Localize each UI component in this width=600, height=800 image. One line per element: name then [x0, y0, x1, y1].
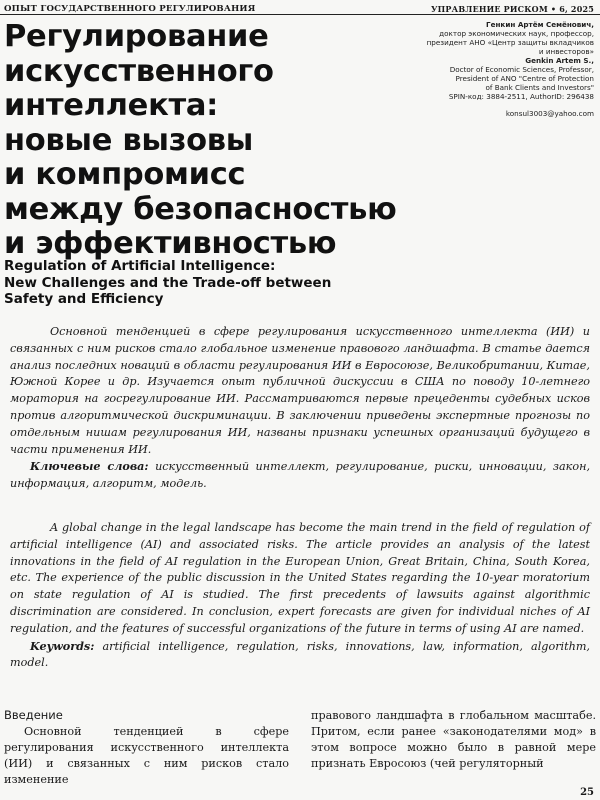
keywords-en [10, 638, 590, 673]
title-line: New Challenges and the Trade-off between [4, 274, 332, 291]
author-line: доктор экономических наук, профессор, [439, 29, 594, 38]
title-line: интеллекта: [4, 88, 219, 123]
title-line: и эффективностью [4, 226, 337, 261]
keywords-list: artificial intelligence, regulation, risks, innovations, law, information, algorithm, model. [10, 639, 590, 670]
page-number: 25 [580, 787, 594, 798]
abstract-ru [10, 324, 590, 493]
article-title-en [4, 258, 444, 308]
author-line: президент АНО «Центр защиты вкладчиков [426, 38, 594, 47]
keywords-label: Ключевые слова: [30, 459, 149, 474]
title-line: Регулирование [4, 19, 269, 54]
abstract-text: A global change in the legal landscape has become the main trend in the field of regulation of artificial intelligence (AI) and associated risks. The article provides an analysis of the latest innovations in the field of AI regulation in the European Union, Great Britain, China, South Korea, etc. The experience of the public discussion in the United States regarding the 10-year moratorium on state regulation of AI is studied. The first precedents of lawsuits against algorithmic discrimination are considered. In conclusion, expert forecasts are given for individual niches of AI regulation, and the features of successful organizations of the future in terms of using AI are named. [10, 521, 590, 635]
introduction-section [4, 708, 596, 788]
title-line: и компромисс [4, 157, 246, 192]
title-line: искусственного [4, 53, 274, 89]
author-info [394, 20, 594, 118]
keywords-ru [10, 458, 590, 493]
body-text: правового ландшафта в глобальном масштабе. Притом, если ранее «законодателями мод» в этом вопросе можно было в равной мере признать Евросоюз (чей регуляторный [311, 709, 596, 770]
keywords-list: искусственный интеллект, регулирование, риски, инновации, закон, информация, алгоритм, модель. [10, 460, 590, 491]
journal-issue-label: УПРАВЛЕНИЕ РИСКОМ • 6, 2025 [430, 4, 594, 14]
author-name-en: Genkin Artem S., [525, 56, 594, 65]
title-line: новые вызовы [4, 122, 254, 158]
column-right [311, 708, 596, 788]
article-title-ru [4, 20, 404, 262]
author-email: konsul3003@yahoo.com [505, 109, 594, 118]
column-left [4, 708, 289, 788]
author-ids: SPIN-код: 3884-2511, AuthorID: 296438 [448, 92, 594, 101]
section-heading: Введение [4, 708, 63, 722]
body-text: Основной тенденцией в сфере регулирования искусственного интеллекта (ИИ) и связанных с ним рисков стало изменение [4, 725, 289, 786]
title-line: Regulation of Artificial Intelligence: [4, 258, 276, 274]
author-line: Doctor of Economic Sciences, Professor, [449, 65, 594, 74]
title-line: между безопасностью [4, 191, 397, 227]
title-line: Safety and Efficiency [4, 291, 164, 307]
running-header [0, 0, 600, 15]
author-line: of Bank Clients and Investors" [485, 83, 594, 92]
author-line: и инвесторов» [538, 47, 594, 56]
abstract-en [10, 520, 590, 672]
author-name-ru: Генкин Артём Семёнович, [486, 20, 594, 29]
author-line: President of ANO "Centre of Protection [455, 74, 594, 83]
abstract-text: Основной тенденцией в сфере регулирования искусственного интеллекта (ИИ) и связанных с ним рисков стало глобальное изменение правового ландшафта. В статье дается анализ последних новаций в области регулирования ИИ в Евросоюзе, Великобритании, Китае, Южной Корее и др. Изучается опыт публичной дискуссии в США по поводу 10-летнего моратория на госрегулирование ИИ. Рассматриваются первые прецеденты судебных исков против алгоритмической дискриминации. В заключении приведены экспертные прогнозы по отдельным нишам регулирования ИИ, названы признаки успешных организаций будущего в части применения ИИ. [10, 325, 590, 456]
keywords-label: Keywords: [30, 638, 95, 653]
section-label: ОПЫТ ГОСУДАРСТВЕННОГО РЕГУЛИРОВАНИЯ [4, 4, 256, 14]
